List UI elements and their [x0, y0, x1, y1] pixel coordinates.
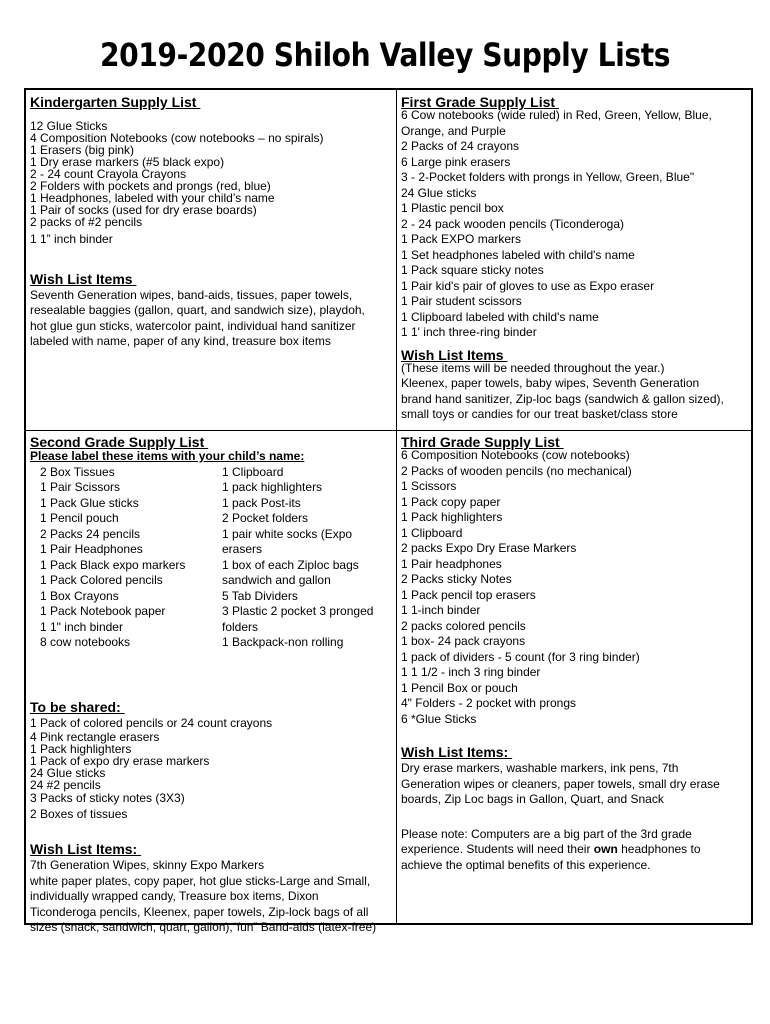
list-item: hot glue gun sticks, watercolor paint, individual hand sanitizer: [30, 318, 356, 333]
list-item: sandwich and gallon: [222, 573, 331, 587]
second-grade-list-right: [222, 465, 373, 651]
shared-heading: To be shared:: [30, 698, 125, 715]
list-item: 1 Pack highlighters: [30, 742, 132, 756]
list-item: erasers: [222, 542, 263, 556]
list-item: 2 packs colored pencils: [401, 618, 526, 633]
list-item: boards, Zip Loc bags in Gallon, Quart, and Snack: [401, 792, 664, 806]
list-item: 1 Set headphones labeled with child's name: [401, 247, 635, 262]
row-divider: [26, 430, 751, 431]
list-item: 1 Headphones, labeled with your child’s name: [30, 191, 275, 205]
list-item: 2 Pocket folders: [222, 511, 309, 525]
third-grade-section: [401, 434, 751, 873]
second-grade-section: [30, 434, 392, 936]
list-item: 1 Pencil Box or pouch: [401, 680, 518, 695]
list-item: 1 pair white socks (Expo: [222, 526, 353, 541]
list-item: 1 Pack pencil top erasers: [401, 587, 536, 602]
shared-list-end: [30, 791, 392, 822]
list-item: 1 Pair student scissors: [401, 294, 522, 308]
first-grade-heading: First Grade Supply List: [401, 94, 559, 110]
list-item: 1 pack Post-its: [222, 495, 301, 510]
list-item: 6 Cow notebooks (wide ruled) in Red, Green, Yellow, Blue,: [401, 108, 712, 122]
kindergarten-wish-heading: Wish List Items: [30, 270, 137, 287]
list-item: Kleenex, paper towels, baby wipes, Seventh Generation: [401, 376, 700, 390]
list-item: 6 Large pink erasers: [401, 154, 511, 169]
kindergarten-list: [30, 120, 390, 228]
kindergarten-heading: Kindergarten Supply List: [30, 94, 201, 110]
list-item: 2 Packs sticky Notes: [401, 572, 512, 586]
list-item: 1 Scissors: [401, 479, 457, 493]
list-item: Ticonderoga pencils, Kleenex, paper towels, Zip-lock bags of all: [30, 904, 369, 919]
second-grade-label-note: Please label these items with your child’s name:: [30, 449, 305, 463]
list-item: 4 Pink rectangle erasers: [30, 730, 160, 744]
list-item: 1 Clipboard labeled with child's name: [401, 309, 599, 324]
list-item: labeled with name, paper of any kind, treasure box items: [30, 334, 331, 348]
list-item: 1 Pencil pouch: [40, 511, 119, 525]
list-item: 3 - 2-Pocket folders with prongs in Yellow, Green, Blue": [401, 170, 695, 184]
computer-note-emphasis: own: [593, 842, 618, 856]
list-item: 1 Pack copy paper: [401, 494, 501, 509]
list-item: folders: [222, 619, 259, 634]
shared-list: [30, 731, 392, 791]
first-grade-list: [401, 108, 751, 341]
shared-first-item: 1 Pack of colored pencils or 24 count crayons: [30, 715, 273, 730]
third-grade-list: [401, 448, 751, 727]
list-item: Orange, and Purple: [401, 123, 506, 138]
computer-note-line-3: achieve the optimal benefits of this experience.: [401, 857, 651, 872]
kindergarten-binder: 1 1” inch binder: [30, 232, 113, 246]
first-grade-wish-heading: Wish List Items: [401, 346, 508, 363]
list-item: Dry erase markers, washable markers, ink pens, 7th: [401, 761, 679, 775]
list-item: 1 pack highlighters: [222, 480, 323, 494]
list-item: 1 Pair Scissors: [40, 480, 121, 494]
list-item: 1 Pair of socks (used for dry erase boards): [30, 203, 257, 217]
list-item: 3 Packs of sticky notes (3X3): [30, 791, 185, 805]
computer-note-text: experience. Students will need their: [401, 842, 594, 856]
list-item: 1 box of each Ziploc bags: [222, 557, 359, 572]
list-item: resealable baggies (gallon, quart, and sandwich size), playdoh,: [30, 303, 365, 317]
list-item: 2 Box Tissues: [40, 464, 115, 479]
second-grade-wish-heading: Wish List Items:: [30, 841, 142, 857]
list-item: white paper plates, copy paper, hot glue sticks-Large and Small,: [30, 873, 371, 888]
list-item: small toys or candies for our treat basket/class store: [401, 407, 678, 421]
list-item: 1 1" inch binder: [40, 619, 123, 634]
second-grade-wish-list: [30, 858, 392, 936]
list-item: 3 Plastic 2 pocket 3 pronged: [222, 604, 374, 618]
list-item: 1 Box Crayons: [40, 588, 119, 603]
list-item: 1 Pack EXPO markers: [401, 232, 522, 246]
list-item: Seventh Generation wipes, band-aids, tissues, paper towels,: [30, 287, 353, 302]
list-item: 2 - 24 pack wooden pencils (Ticonderoga): [401, 216, 625, 231]
list-item: 2 Boxes of tissues: [30, 806, 128, 821]
list-item: 2 Packs of 24 crayons: [401, 139, 520, 153]
computer-note-text-end: headphones to: [617, 842, 701, 856]
list-item: 24 Glue sticks: [401, 185, 477, 200]
list-item: sizes (snack, sandwich, quart, gallon),“fun” Band-aids (latex-free): [30, 920, 377, 934]
list-item: 1 box- 24 pack crayons: [401, 634, 526, 648]
computer-note-line-2: [401, 842, 751, 858]
list-item: 1 Clipboard: [222, 464, 284, 479]
list-item: (These items will be needed throughout the year.): [401, 360, 665, 375]
list-item: 2 Packs 24 pencils: [40, 526, 141, 541]
list-item: 1 Erasers (big pink): [30, 143, 135, 157]
kindergarten-wish-list: [30, 288, 390, 350]
supply-grid: [24, 88, 753, 934]
list-item: 1 Dry erase markers (#5 black expo): [30, 155, 225, 169]
list-item: 24 #2 pencils: [30, 778, 101, 792]
list-item: 1 pack of dividers - 5 count (for 3 ring binder): [401, 649, 640, 664]
list-item: 1 Pack square sticky notes: [401, 263, 544, 277]
list-item: 1 Pack Colored pencils: [40, 573, 163, 587]
list-item: 1 Pack Notebook paper: [40, 604, 166, 618]
first-grade-wish-list: [401, 361, 751, 423]
list-item: 1 1-inch binder: [401, 603, 481, 617]
list-item: 1 Pair kid's pair of gloves to use as Expo eraser: [401, 278, 655, 293]
list-item: 24 Glue sticks: [30, 766, 106, 780]
list-item: 7th Generation Wipes, skinny Expo Markers: [30, 858, 265, 872]
third-grade-wish-heading: Wish List Items:: [401, 744, 513, 760]
computer-note: [401, 827, 751, 874]
list-item: 2 packs Expo Dry Erase Markers: [401, 541, 577, 555]
second-grade-heading: Second Grade Supply List: [30, 434, 209, 450]
column-divider: [396, 90, 397, 923]
list-item: 1 Pack of expo dry erase markers: [30, 754, 210, 768]
list-item: brand hand sanitizer, Zip-loc bags (sandwich & gallon sized),: [401, 391, 724, 406]
third-grade-heading: Third Grade Supply List: [401, 434, 564, 450]
list-item: 8 cow notebooks: [40, 635, 131, 649]
list-item: 1 Pair headphones: [401, 556, 502, 571]
list-item: 4" Folders - 2 pocket with prongs: [401, 696, 577, 710]
list-item: 1 Pack highlighters: [401, 510, 503, 524]
second-grade-list-left: [40, 465, 185, 651]
list-item: 12 Glue Sticks: [30, 119, 108, 133]
third-grade-wish-list: [401, 761, 751, 808]
list-item: 1 Pack Black expo markers: [40, 557, 186, 572]
list-item: individually wrapped candy, Treasure box items, Dixon: [30, 889, 319, 903]
computer-note-line-1: Please note: Computers are a big part of the 3rd grade: [401, 826, 692, 841]
list-item: 2 Folders with pockets and prongs (red, blue): [30, 179, 271, 193]
list-item: 2 - 24 count Crayola Crayons: [30, 167, 187, 181]
kindergarten-section: [30, 94, 390, 350]
list-item: 1 1' inch three-ring binder: [401, 325, 537, 339]
list-item: 1 Pair Headphones: [40, 542, 143, 556]
list-item: 1 1 1/2 - inch 3 ring binder: [401, 665, 541, 679]
list-item: 2 packs of #2 pencils: [30, 215, 143, 229]
list-item: 4 Composition Notebooks (cow notebooks – no spirals): [30, 131, 324, 145]
list-item: 2 Packs of wooden pencils (no mechanical): [401, 463, 632, 478]
list-item: 1 Pack Glue sticks: [40, 495, 139, 510]
list-item: 6 *Glue Sticks: [401, 711, 477, 726]
list-item: 5 Tab Dividers: [222, 588, 298, 603]
list-item: 1 Backpack-non rolling: [222, 635, 344, 649]
list-item: 6 Composition Notebooks (cow notebooks): [401, 448, 630, 462]
list-item: 1 Plastic pencil box: [401, 201, 504, 215]
first-grade-section: [401, 94, 751, 423]
list-item: 1 Clipboard: [401, 525, 463, 540]
page-title: 2019-2020 Shiloh Valley Supply Lists: [99, 36, 671, 74]
list-item: Generation wipes or cleaners, paper towels, small dry erase: [401, 776, 720, 791]
